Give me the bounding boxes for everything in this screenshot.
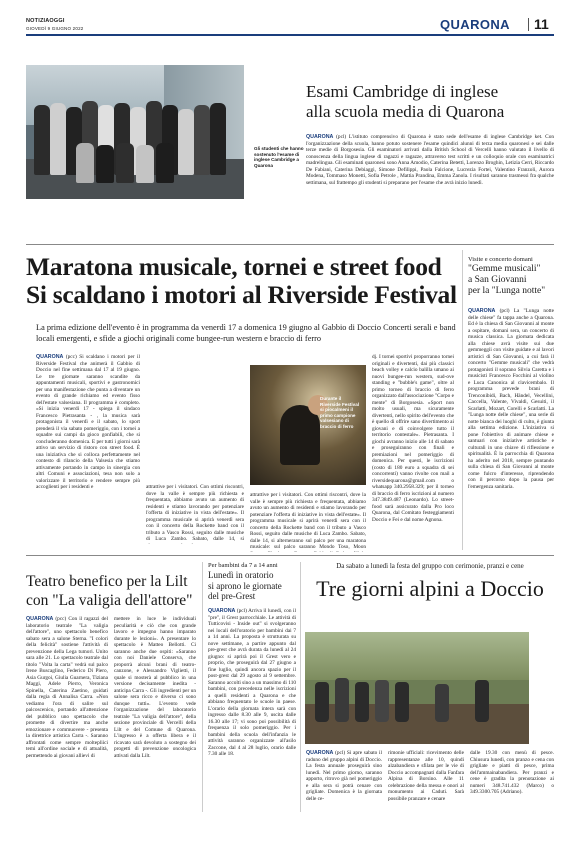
article4-title: [26, 572, 196, 610]
byline: QUARONA: [208, 608, 236, 614]
article5-title-line1: Lunedì in oratorio: [208, 570, 274, 580]
article3-title-line1: "Gemme musicali": [468, 264, 541, 274]
article4-title-line2: con "La valigia dell'attore": [26, 592, 193, 609]
article4-col2: mettere in luce le individuali peculiarità e ciò che con grande lavoro e impegno hanno imparato durante le lezioni». A presentare lo spettacolo è Matteo Bellotti. Ci saranno anche due ospiti: «Saranno con noi Daniele Conserva, che proporrà alcuni brani di teatro-canzone, e Alessandro Viglietti, il quale si mosterà al pubblico in una versione decisamente inedita - anticipa Carra -. Gli ingredienti per un salone sera ricco e diverso ci sono dunque tutti». L'evento vede l'organizzazione del laboratorio teatrale "La valigia dell'attore", della sezione provinciale di Vercelli della Lilt e del Comune di Quarona. L'ingresso è a offerta libera e il ricavato sarà devoluto a sostegno dei progetti di prevenzione oncologica attivati dalla Lilt.: [114, 616, 196, 759]
article1-text: (pcl) L'istituto comprensivo di Quarona è stato sede dell'esame di inglese Cambridge ket. Con l'organizzazione della scuola, hanno potuto sostenere l'esame quindici alunni di terza media quaronesi e sei dalle terze medie di Borgosesia. Gli esaminatori arrivati dalla British School di Vercelli hanno valutato il livello di conoscenza della lingua inglese di ragazzi e ragazze, attraverso test scritti e un colloquio orale con esaminatrici madrelingua. Gli esaminati quaronesi sono Anna Amodio, Caterina Betetti, Lorenzo Broghin, Letizia Cerri, Riccardo De Fabiani, Caterina Debiaggi, Simone Defilippi, Paola Falcione, Lucrezia Fortei, Valentino Franzoli, Aurora Modena, Tommaso Monetti, Sofia Petrole , Mattia Prandina, Emma Zanola. I risultati saranno trasmessi fra qualche settimana, sul frattempo gli studenti si preparano per l'esame che avrà inizio lunedì.: [306, 134, 555, 186]
article5-kicker: Per bambini da 7 a 14 anni: [208, 562, 278, 569]
article1-title-line1: Esami Cambridge di inglese: [306, 82, 499, 101]
column-divider-3: [300, 562, 301, 812]
article5-header: [208, 562, 296, 602]
byline: QUARONA: [26, 616, 54, 622]
publication-info: [26, 18, 83, 32]
article4-title-line1: Teatro benefico per la Lilt: [26, 573, 188, 590]
section-divider: [26, 244, 554, 245]
article2-col2: attrattive per i visitatori. Con ottimi riscontri, dove la valle è sempre più richiesta e frequentata, abbiamo avuto un aumento di residenti e stiamo lavorando per potenziare l'offerta di iniziative in vista dell'estate». Il programma musicale si aprirà venerdì sera con il concerto della Rockette band con il tributo a Vasco Rossi, seguito dalle musiche di Luca Zambo. Sabato, dalle 14, si: [146, 484, 244, 542]
issue-date: GIOVEDÌ 9 GIUGNO 2022: [26, 26, 84, 31]
students-photo: [26, 65, 244, 199]
column-divider: [462, 250, 463, 550]
article1-body: [306, 134, 554, 186]
article6-col2: rimonie ufficiali: ricevimento delle rappresentanze alle 10, quindi alzabandiera e sfilata per le vie di Doccio accompagnati dalla Fanfara Alpina di Borsino. Alle 11 celebrazione della messa e onori al monumento ai Caduti. Sarà possibile pranzare e cenare: [388, 750, 464, 802]
publication-name: NOTIZIAOGGI: [26, 18, 65, 24]
header-rule: [26, 34, 554, 36]
header-separator: [528, 18, 529, 31]
article3-kicker: Visite e concerto domani: [468, 256, 533, 263]
article2-title-line1: Maratona musicale, tornei e street food: [26, 252, 442, 281]
article4-col1: QUARONA (pcc) Con il ragazzi del laboratorio teatrale "La valigia dell'attore", uno spettacolo benefico sabato sera a salone Sterna. "I colori della felicità" sostiene l'attività di prevenzione della Lega tumori. Unito sara alle 21. Lo spettacolo teatrale dal titolo "Volta la carta" vedrà sul palco Irene Buscaglino, Federico Di Piero, Asia Gurgoi, Giulia Guarnera, Tiziana Maggi, Adele Pierro, Veronica Spinella, Caterina Zaetino, guidati dalla regia di Annalisa Carra. «Non vediamo l'ora di salire sul palcoscenico, portando all'attenzione del pubblico uno spettacolo che promette di divertire ma anche emozionare e commuovere - presenta la direttrice artistica Carra -. Saranno affrontati come sempre moltepliici temi all'ordine sociale e di attualità, permettendo ai giovani allievi di: [26, 616, 108, 759]
section-title: QUARONA: [440, 17, 510, 32]
alpini-photo: [305, 632, 529, 744]
article6-kicker: Da sabato a lunedì la festa del gruppo con cerimonie, pranzi e cene: [336, 562, 524, 570]
article2-subtitle: La prima edizione dell'evento è in programma da venerdì 17 a domenica 19 giugno al Gabbio di Doccio Concerti serali e band locali emergenti, e sfide a giochi originali come bungee-run western e braccio di ferro: [36, 323, 456, 343]
photo-caption: Gli studenti che hanno sostenuto l'esame di inglese Cambridge a Quarona: [254, 146, 304, 168]
article3-title-line3: per la "Lunga notte": [468, 286, 546, 296]
article2-title: [26, 253, 466, 309]
article3-title-line2: a San Giovanni: [468, 275, 527, 285]
article3-body: QUARONA (pcl) La "Lunga notte delle chiese" fa tappa anche a Quarona. Ed è la chiesa di San Giovanni al monte a ospitare, domani sera, un concerto di musica classica. La giornata dedicata alla chiese avrà visite sui due gemmeggii con visite guidate e al lavori artistici di San Giovanni, a cui farà il concerto "Gemme musicali" che vedrà protagonisti il soprano Silvia Caretta e i musicisti Francesco Focchini al violino e Luca Canonica al clavicembalo. Il programma prevede brani di Trenconibidi, Bach, Händel, Vecellini, Caccella, Valente, Vivaldi, Gesuiti, il Scarlatti, Mozart, Corelli e Scarlatti. La "Lunga notte delle chiese", una serie di notte bianca dei luoghi di culto, è giunta alla settima edizione. L'iniziativa si pone l'obiettivo di animare chiese e santuari con iniziative artistiche e culturali in uno chiave di riflessione e spiritualità. È la parrocchia di Quarona ha aderito nel 2018, sempre puntando sulla chiesa di San Giovanni al monte come fulcro d'interesse, riprendendo con il percorso dopo la pausa per l'emergenza sanitaria.: [468, 308, 554, 490]
article2-col2b: attrattive per i visitatori. Con ottimi riscontri, dove la valle è sempre più richiesta e frequentata, abbiamo avuto un aumento di residenti e stiamo lavorando per potenziare l'offerta di iniziative in vista dell'estate». Il programma musicale si aprirà venerdì sera con il concerto della Rockette band con il tributo a Vasco Rossi, seguito dalle musiche di Luca Zambo. Sabato, dalle 14, si alterneranno sul palco per una maratona musicale: sul palco saranno Mondo Toso, Moon: [250, 492, 366, 550]
article2-col3: dj. I tornei sportivi proporranno tornei originali e divertenti, dai più classici beach volley e calcio balilla umano ai nuovi bungee-run western, sud-ove standing e "bubble's game", oltre al primo torneo di braccio di ferro organizzato dall'associazione "Corpo e mente" di Borgosesia. «Sport non molto usuali, ma sicuramente divertenti, nello spirito dell'evento che è quello di offrire sano divertimento ai giovani e di coinvolgere tutto il territorio contestale». Pietrasanta. I giochi avranno inizio alle 14 di sabato e proseguiranno con finali e premiazioni nel pomeriggio di domenica. Per questi, le iscrizioni (costo di 180 euro a squadra di sei concorrenti) vanno rivolte con mail a riversidequarona@gmail.com o whatsapp 340.2958.329; per il torneo di braccio di ferro iscrizioni al numero 347.3849.487 (Leonardo). Lo street-food sarà assicurato dalla Pro loco Quarona, dal Comitato festeggiamenti Doccio e Fei e dal nome Agnona.: [372, 354, 454, 523]
article3-header: [468, 256, 554, 297]
article5-title-line2: si aprono le giornate: [208, 580, 282, 591]
section-divider-2: [26, 555, 554, 556]
article1-title: [306, 82, 556, 122]
byline: QUARONA: [306, 750, 334, 756]
festival-photo-caption: Durante il Riverside Festival si piocalmeni il primo campione valsesiano di braccio di ferro: [320, 396, 360, 429]
page-number: 11: [534, 16, 549, 32]
article5-body: QUARONA (pcl) Arriva il lunedì, con il "pre", il Grest parrocchiale. Le attività di Tutticovisi - Inside out" si svolgeranno nei locali dell'oratorio per bambini dai 7 a 14 anni. La proposta è strutturata su nove settimane, a partire appunto dal pre-grest che avrà durata da lunedì al 24 giugno: si aprirà poi il Grest vero e proprio, che proseguirà dal 27 giugno a fine luglio, quindi ancora spazio per il post-grest dal 29 agosto al 9 settembre. Saranno accolti sino a un massimo di 110 bambini, con precedenza nelle iscrizioni a quelli residenti a Quarona e che abbiano frequentato le scuole in paese. L'orario della giornata intera sarà con ingresso dalle 8.30 alle 9, uscita dalle 16.30 alle 17; vi sono poi possibilità di frequenza il solo pomeriggio. Per i bambini della scuola dell'infanzia le attività saranno organizzate all'asilo Zaccone, dal 4 al 28 luglio, orario dalle 7.30 alle 18.: [208, 608, 296, 757]
article2-col1: QUARONA (pcc) Si scaldano i motori per il Riverside Festival che animerà il Gabbio di Doccio nel fine settimana dal 17 al 19 giugno. Le tre giornate saranno scandite da appuntamenti musicali, sportivi e gastronomici per una manifestazione che punta a diventare un evento di grande richiamo ed evento fisso dell'estate valsesiana. Il programma è completo. «Si inizia venerdì 17 - spiega il sindaco Francesco Pietrasanta - , la musica sarà protagonista il venerdì e il sabato, lo sport prenderà il via sabato pomeriggio, con i tornei a squadre sui campi da gioco gonfiabili, che si concluderanno domenica. E per tutti i giorni sarà attivo un servizio di ristoro con street food. È una iniziativa che si colloca perfettamente nel contesto di rilancio della Valsesia che stiamo attivamente portando in campo in sinergia con altri Comuni e associazioni, tesa non solo a valorizzare il territorio e rendere sempre più accoglienti per i residenti e: [36, 354, 140, 490]
article1-title-line2: alla scuola media di Quarona: [306, 102, 505, 121]
column-divider-2: [202, 562, 203, 812]
byline: QUARONA: [36, 354, 64, 360]
article2-title-line2: Si scaldano i motori al Riverside Festival: [26, 280, 457, 309]
byline: QUARONA: [468, 308, 496, 314]
article6-col1: QUARONA (pcl) Si apre sabato il raduno del gruppo alpini di Doccio. La festa annuale proseguirà sino lunedì. Nel primo giorno, saranno apporto, ritrovo già nel pomeriggio e alla sera si potrà cenare con grigliate. Domenica è la giornata delle ce-: [306, 750, 382, 802]
article6-col3: dalle 19.30 con menù di pesce. Chiusura lunedì, con pranzo e cena con grigliate e piatti di pesce, prima dell'ammainabandiera. Per pranzi e cene è gradita la prenotazione ai numeri 348.741.432 (Marco) o 349.3300.705 (Adriano).: [470, 750, 554, 795]
article5-title-line3: del pre-Grest: [208, 591, 256, 601]
article6-title: Tre giorni alpini a Doccio: [316, 576, 544, 601]
byline: QUARONA: [306, 134, 334, 140]
